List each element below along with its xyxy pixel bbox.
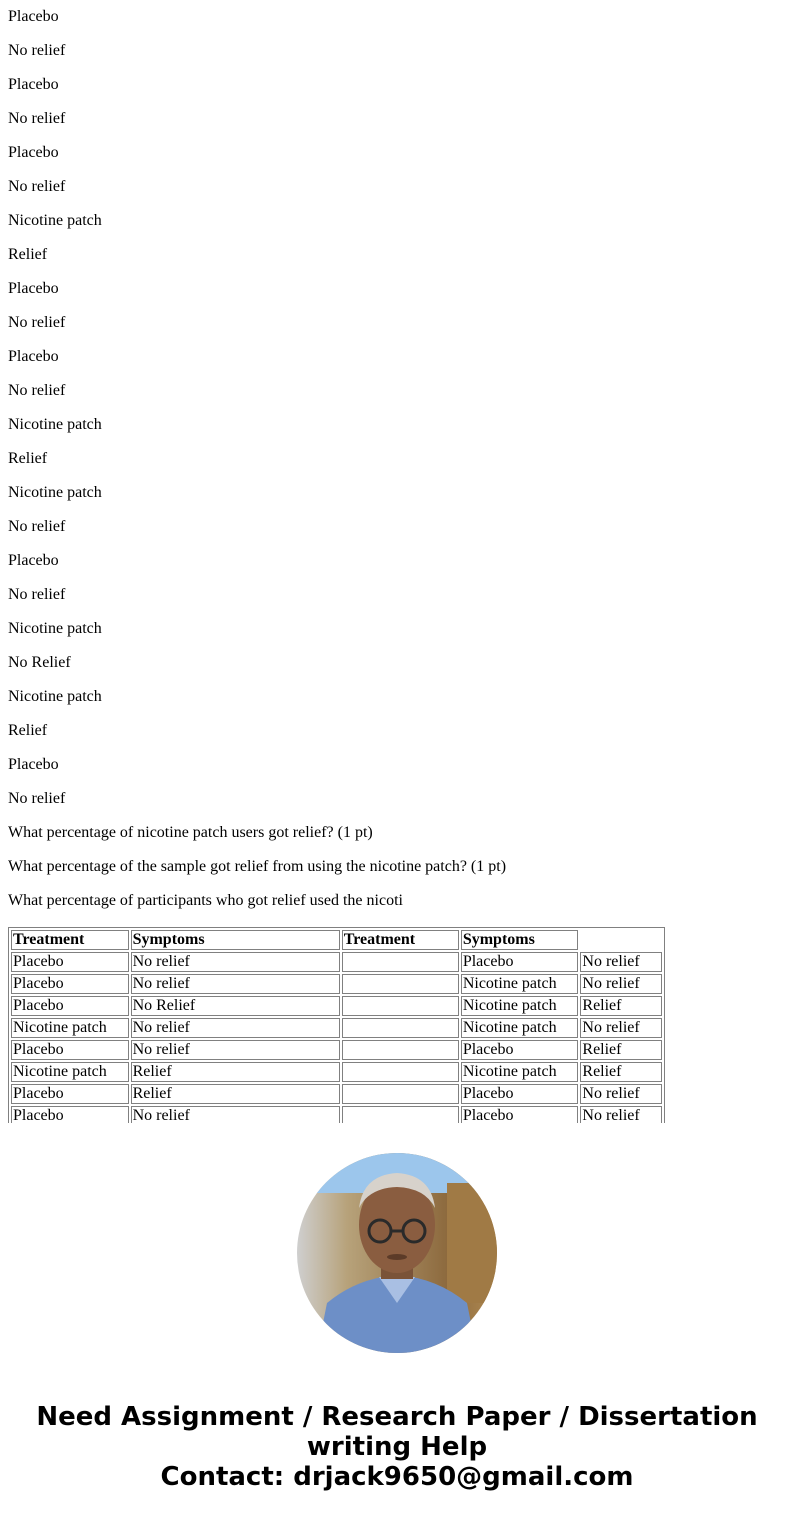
paragraph: No relief: [8, 586, 66, 603]
table-row: [11, 996, 662, 1016]
table-row: [11, 1018, 662, 1038]
table-cell: [342, 1084, 459, 1104]
table-cell: No relief: [580, 1018, 662, 1038]
paragraph: Placebo: [8, 348, 59, 365]
table-cell: No relief: [131, 1040, 340, 1060]
paragraph: No relief: [8, 110, 66, 127]
paragraph: Nicotine patch: [8, 484, 102, 501]
paragraph: Placebo: [8, 552, 59, 569]
table-cell: [342, 974, 459, 994]
paragraph: No Relief: [8, 654, 71, 671]
paragraph: Relief: [8, 246, 48, 263]
footer-contact: Contact: drjack9650@gmail.com: [160, 1462, 634, 1492]
footer-line-1: Need Assignment / Research Paper / Dissertation: [36, 1402, 758, 1432]
table-row: [11, 1062, 662, 1082]
table-cell: [342, 1106, 459, 1123]
table-cell: Relief: [580, 1040, 662, 1060]
header-empty: [580, 930, 662, 950]
paragraph: Placebo: [8, 144, 59, 161]
table-cell: [342, 996, 459, 1016]
table-cell: No relief: [131, 1106, 340, 1123]
table-cell: No Relief: [131, 996, 340, 1016]
table-cell: Relief: [131, 1084, 340, 1104]
table-row: [11, 1040, 662, 1060]
avatar-photo: [297, 1153, 497, 1353]
table-cell: Placebo: [11, 1040, 129, 1060]
paragraph: Relief: [8, 722, 48, 739]
table-row: [11, 1084, 662, 1104]
table-cell: No relief: [580, 1084, 662, 1104]
table-cell: Relief: [580, 996, 662, 1016]
footer-banner: [0, 1402, 794, 1492]
paragraph: No relief: [8, 382, 66, 399]
paragraph: Placebo: [8, 76, 59, 93]
table-cell: Nicotine patch: [461, 1018, 579, 1038]
table-cell: No relief: [580, 974, 662, 994]
paragraph: No relief: [8, 314, 66, 331]
table-row: [11, 1106, 662, 1123]
paragraph: No relief: [8, 790, 66, 807]
header-treatment-1: Treatment: [11, 930, 129, 950]
avatar: [297, 1153, 497, 1353]
table-cell: [342, 1040, 459, 1060]
paragraph: Placebo: [8, 756, 59, 773]
table-cell: No relief: [580, 952, 662, 972]
table-cell: Placebo: [11, 1106, 129, 1123]
paragraph: Nicotine patch: [8, 416, 102, 433]
table-cell: No relief: [580, 1106, 662, 1123]
table-cell: Placebo: [11, 974, 129, 994]
table-cell: Placebo: [11, 996, 129, 1016]
paragraph: Placebo: [8, 8, 59, 25]
paragraph: Nicotine patch: [8, 620, 102, 637]
table-row: [11, 952, 662, 972]
table-cell: Nicotine patch: [461, 996, 579, 1016]
table-cell: [342, 1018, 459, 1038]
question-2: What percentage of the sample got relief from using the nicotine patch? (1 pt): [8, 858, 507, 875]
table-cell: No relief: [131, 974, 340, 994]
paragraph: Placebo: [8, 280, 59, 297]
table-cell: Nicotine patch: [11, 1018, 129, 1038]
paragraph: No relief: [8, 178, 66, 195]
table-cell: Placebo: [461, 1084, 579, 1104]
table-cell: No relief: [131, 952, 340, 972]
table-header-row: [11, 930, 662, 950]
paragraph: Nicotine patch: [8, 688, 102, 705]
header-symptoms-2: Symptoms: [461, 930, 579, 950]
table-cell: Placebo: [461, 1040, 579, 1060]
table-cell: Relief: [131, 1062, 340, 1082]
paragraph: No relief: [8, 518, 66, 535]
table-cell: Placebo: [461, 1106, 579, 1123]
header-treatment-2: Treatment: [342, 930, 459, 950]
table-cell: Nicotine patch: [461, 974, 579, 994]
question-3: What percentage of participants who got relief used the nicoti: [8, 892, 403, 909]
table-row: [11, 974, 662, 994]
paragraph: No relief: [8, 42, 66, 59]
data-table-container: [8, 927, 665, 1123]
question-1: What percentage of nicotine patch users got relief? (1 pt): [8, 824, 373, 841]
header-symptoms-1: Symptoms: [131, 930, 340, 950]
table-cell: Placebo: [11, 1084, 129, 1104]
table-cell: No relief: [131, 1018, 340, 1038]
table-cell: Nicotine patch: [11, 1062, 129, 1082]
paragraph: Nicotine patch: [8, 212, 102, 229]
table-cell: Relief: [580, 1062, 662, 1082]
table-cell: [342, 952, 459, 972]
document-body: [8, 0, 788, 918]
table-cell: Placebo: [461, 952, 579, 972]
data-table: [8, 927, 665, 1123]
paragraph: Relief: [8, 450, 48, 467]
table-cell: Placebo: [11, 952, 129, 972]
footer-line-2: writing Help: [306, 1432, 488, 1462]
table-cell: [342, 1062, 459, 1082]
table-cell: Nicotine patch: [461, 1062, 579, 1082]
